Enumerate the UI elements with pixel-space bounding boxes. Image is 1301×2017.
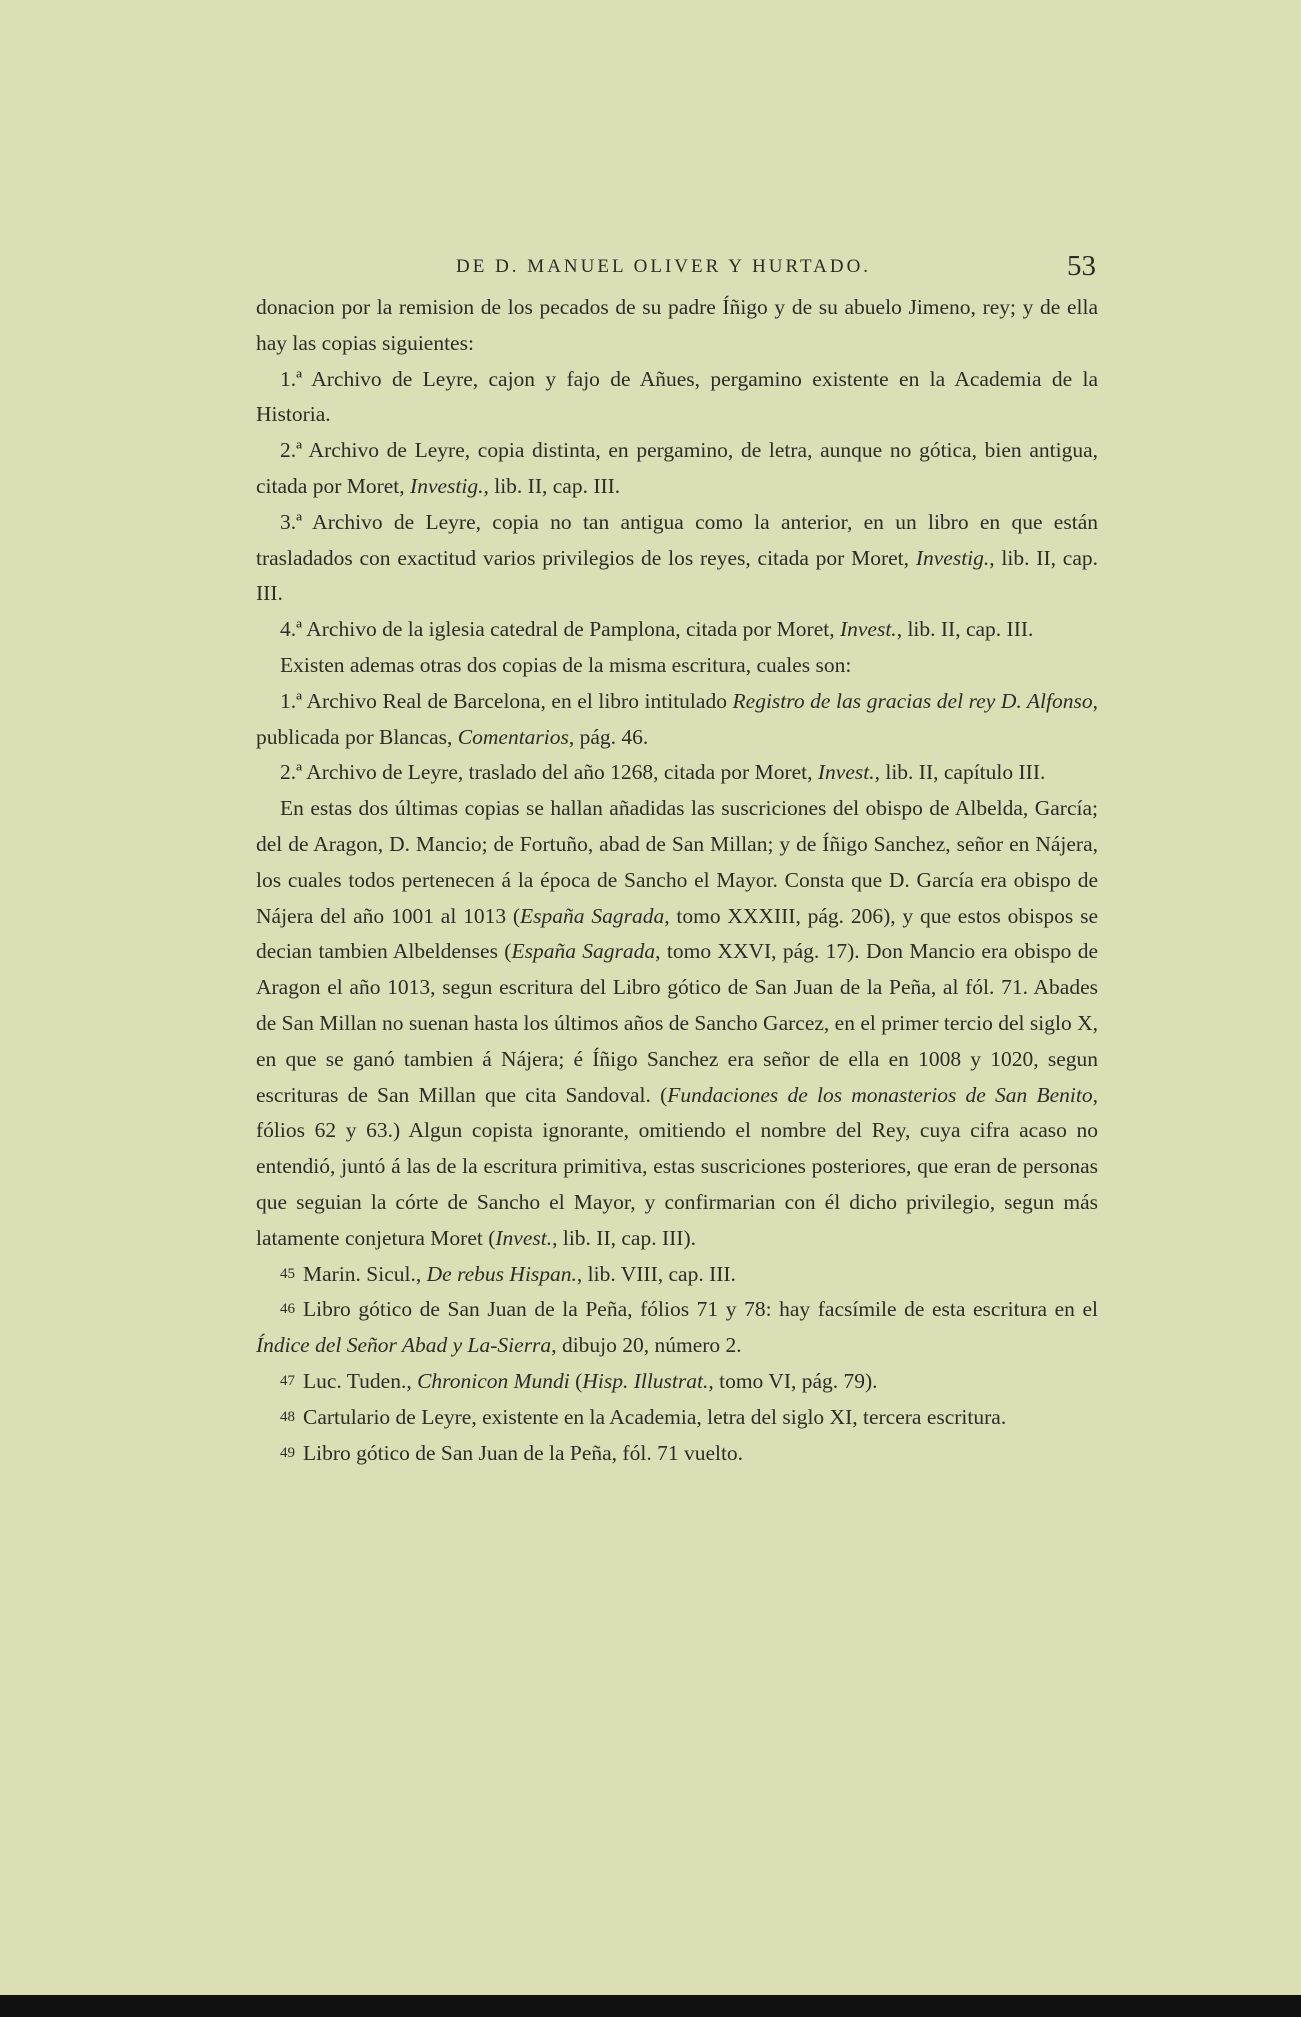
text-run: 2.ª Archivo de Leyre, copia distinta, en pergamino, de letra, aunque no gótica, bien antigua, citada por Moret, [256,438,1098,498]
italic-citation: Investig. [915,545,990,570]
paragraph [256,755,1098,791]
italic-citation: Comentarios [457,724,569,749]
text-run: , pág. 46. [568,724,649,749]
italic-citation: Fundaciones de los monasterios de San Benito [667,1082,1093,1107]
paragraph [256,612,1098,648]
footnote [256,1400,1098,1436]
footnotes [256,1257,1098,1472]
text-run: , publicada por Blancas, [256,688,1098,749]
text-run: , tomo XXVI, pág. 17). Don Mancio era obispo de Aragon el año 1013, segun escritura del Libro gótico de San Juan de la Peña, al fól. 71. Abades de San Millan no suenan hasta los últimos años de Sancho Garcez, en el primer tercio del siglo X, en que se ganó tambien á Nájera; é Íñigo Sanchez era señor de ella en 1008 y 1020, segun escrituras de San Millan que cita Sandoval. ( [256,939,1098,1107]
footnote-number: 48 [280,1408,295,1425]
page-number: 53 [1067,250,1096,282]
text-run: Luc. Tuden., [303,1368,418,1393]
italic-citation: Registro de las gracias del rey D. Alfonso [732,688,1093,713]
text-run: 3.ª Archivo de Leyre, copia no tan antigua como la anterior, en un libro en que están trasladados con exactitud varios privilegios de los reyes, citada por Moret, [256,509,1098,570]
scan-bottom-edge [0,1995,1301,2017]
italic-citation: De rebus Hispan. [426,1261,577,1286]
text-run: , tomo VI, pág. 79). [708,1368,878,1393]
text-run: 2.ª Archivo de Leyre, traslado del año 1268, citada por Moret, [280,760,818,785]
text-run: Marin. Sicul., [303,1261,427,1286]
paragraph [256,791,1098,1256]
paragraph [256,433,1098,505]
text-run: En estas dos últimas copias se hallan añadidas las suscriciones del obispo de Albelda, García; del de Aragon, D. Mancio; de Fortuño, abad de San Millan; y de Íñigo Sanchez, señor en Nájera, los cuales todos pertenecen á la época de Sancho el Mayor. Consta que D. García era obispo de Nájera del año 1001 al 1013 ( [256,796,1098,928]
text-run: , lib. II, cap. III. [483,473,621,498]
text-run: , lib. II, cap. III. [896,617,1034,642]
italic-citation: Chronicon Mundi [417,1368,570,1393]
italic-citation: España Sagrada [520,903,665,928]
text-run: Cartulario de Leyre, existente en la Academia, letra del siglo XI, tercera escritura. [303,1404,1007,1429]
page-header [256,250,1096,292]
footnote-number: 49 [280,1444,295,1461]
italic-citation: Investig. [410,473,484,498]
footnote [256,1364,1098,1400]
text-run: donacion por la remision de los pecados de su padre Íñigo y de su abuelo Jimeno, rey; y de ella hay las copias siguientes: [256,295,1098,355]
italic-citation: Invest. [495,1225,553,1250]
italic-citation: Invest. [817,760,875,785]
text-run: Libro gótico de San Juan de la Peña, fól. 71 vuelto. [303,1440,744,1465]
italic-citation: Índice del Señor Abad y La-Sierra [256,1333,552,1358]
footnote [256,1257,1098,1293]
text-run: 1.ª Archivo Real de Barcelona, en el libro intitulado [280,688,733,713]
text-run: Libro gótico de San Juan de la Peña, fólios 71 y 78: hay facsímile de esta escritura en el [303,1297,1098,1322]
text-run: , tomo XXXIII, pág. 206), y que estos obispos se decian tambien Albeldenses ( [256,903,1098,964]
italic-citation: Hisp. Illustrat. [582,1368,709,1393]
text-run: , lib. VIII, cap. III. [576,1261,736,1286]
text-run: ( [569,1368,583,1393]
footnote [256,1436,1098,1472]
paragraph [256,362,1098,434]
text-run: , lib. II, cap. III). [552,1225,696,1250]
text-run: , lib. II, cap. III. [256,545,1098,606]
footnote [256,1292,1098,1364]
paragraph [256,505,1098,612]
text-run: 1.ª Archivo de Leyre, cajon y fajo de Añues, pergamino existente en la Academia de la Historia. [256,366,1098,427]
footnote-number: 47 [280,1372,295,1389]
footnote-number: 45 [280,1265,295,1282]
text-run: , lib. II, capítulo III. [874,760,1046,785]
text-run: , dibujo 20, número 2. [551,1333,742,1358]
paragraph [256,648,1098,684]
paragraph [256,684,1098,756]
text-run: , fólios 62 y 63.) Algun copista ignorante, omitiendo el nombre del Rey, cuya cifra acaso no entendió, juntó á las de la escritura primitiva, estas suscriciones posteriores, que eran de personas que seguian la córte de Sancho el Mayor, y confirmarian con él dicho privilegio, segun más latamente conjetura Moret ( [256,1082,1098,1250]
text-run: 4.ª Archivo de la iglesia catedral de Pamplona, citada por Moret, [280,617,840,642]
body-text [256,290,1098,1471]
italic-citation: Invest. [839,617,897,642]
text-run: Existen ademas otras dos copias de la misma escritura, cuales son: [280,652,852,677]
footnote-number: 46 [280,1301,295,1318]
paragraph [256,290,1098,362]
main-paragraphs [256,290,1098,1257]
italic-citation: España Sagrada [511,939,656,964]
running-head: DE D. MANUEL OLIVER Y HURTADO. [456,256,872,277]
